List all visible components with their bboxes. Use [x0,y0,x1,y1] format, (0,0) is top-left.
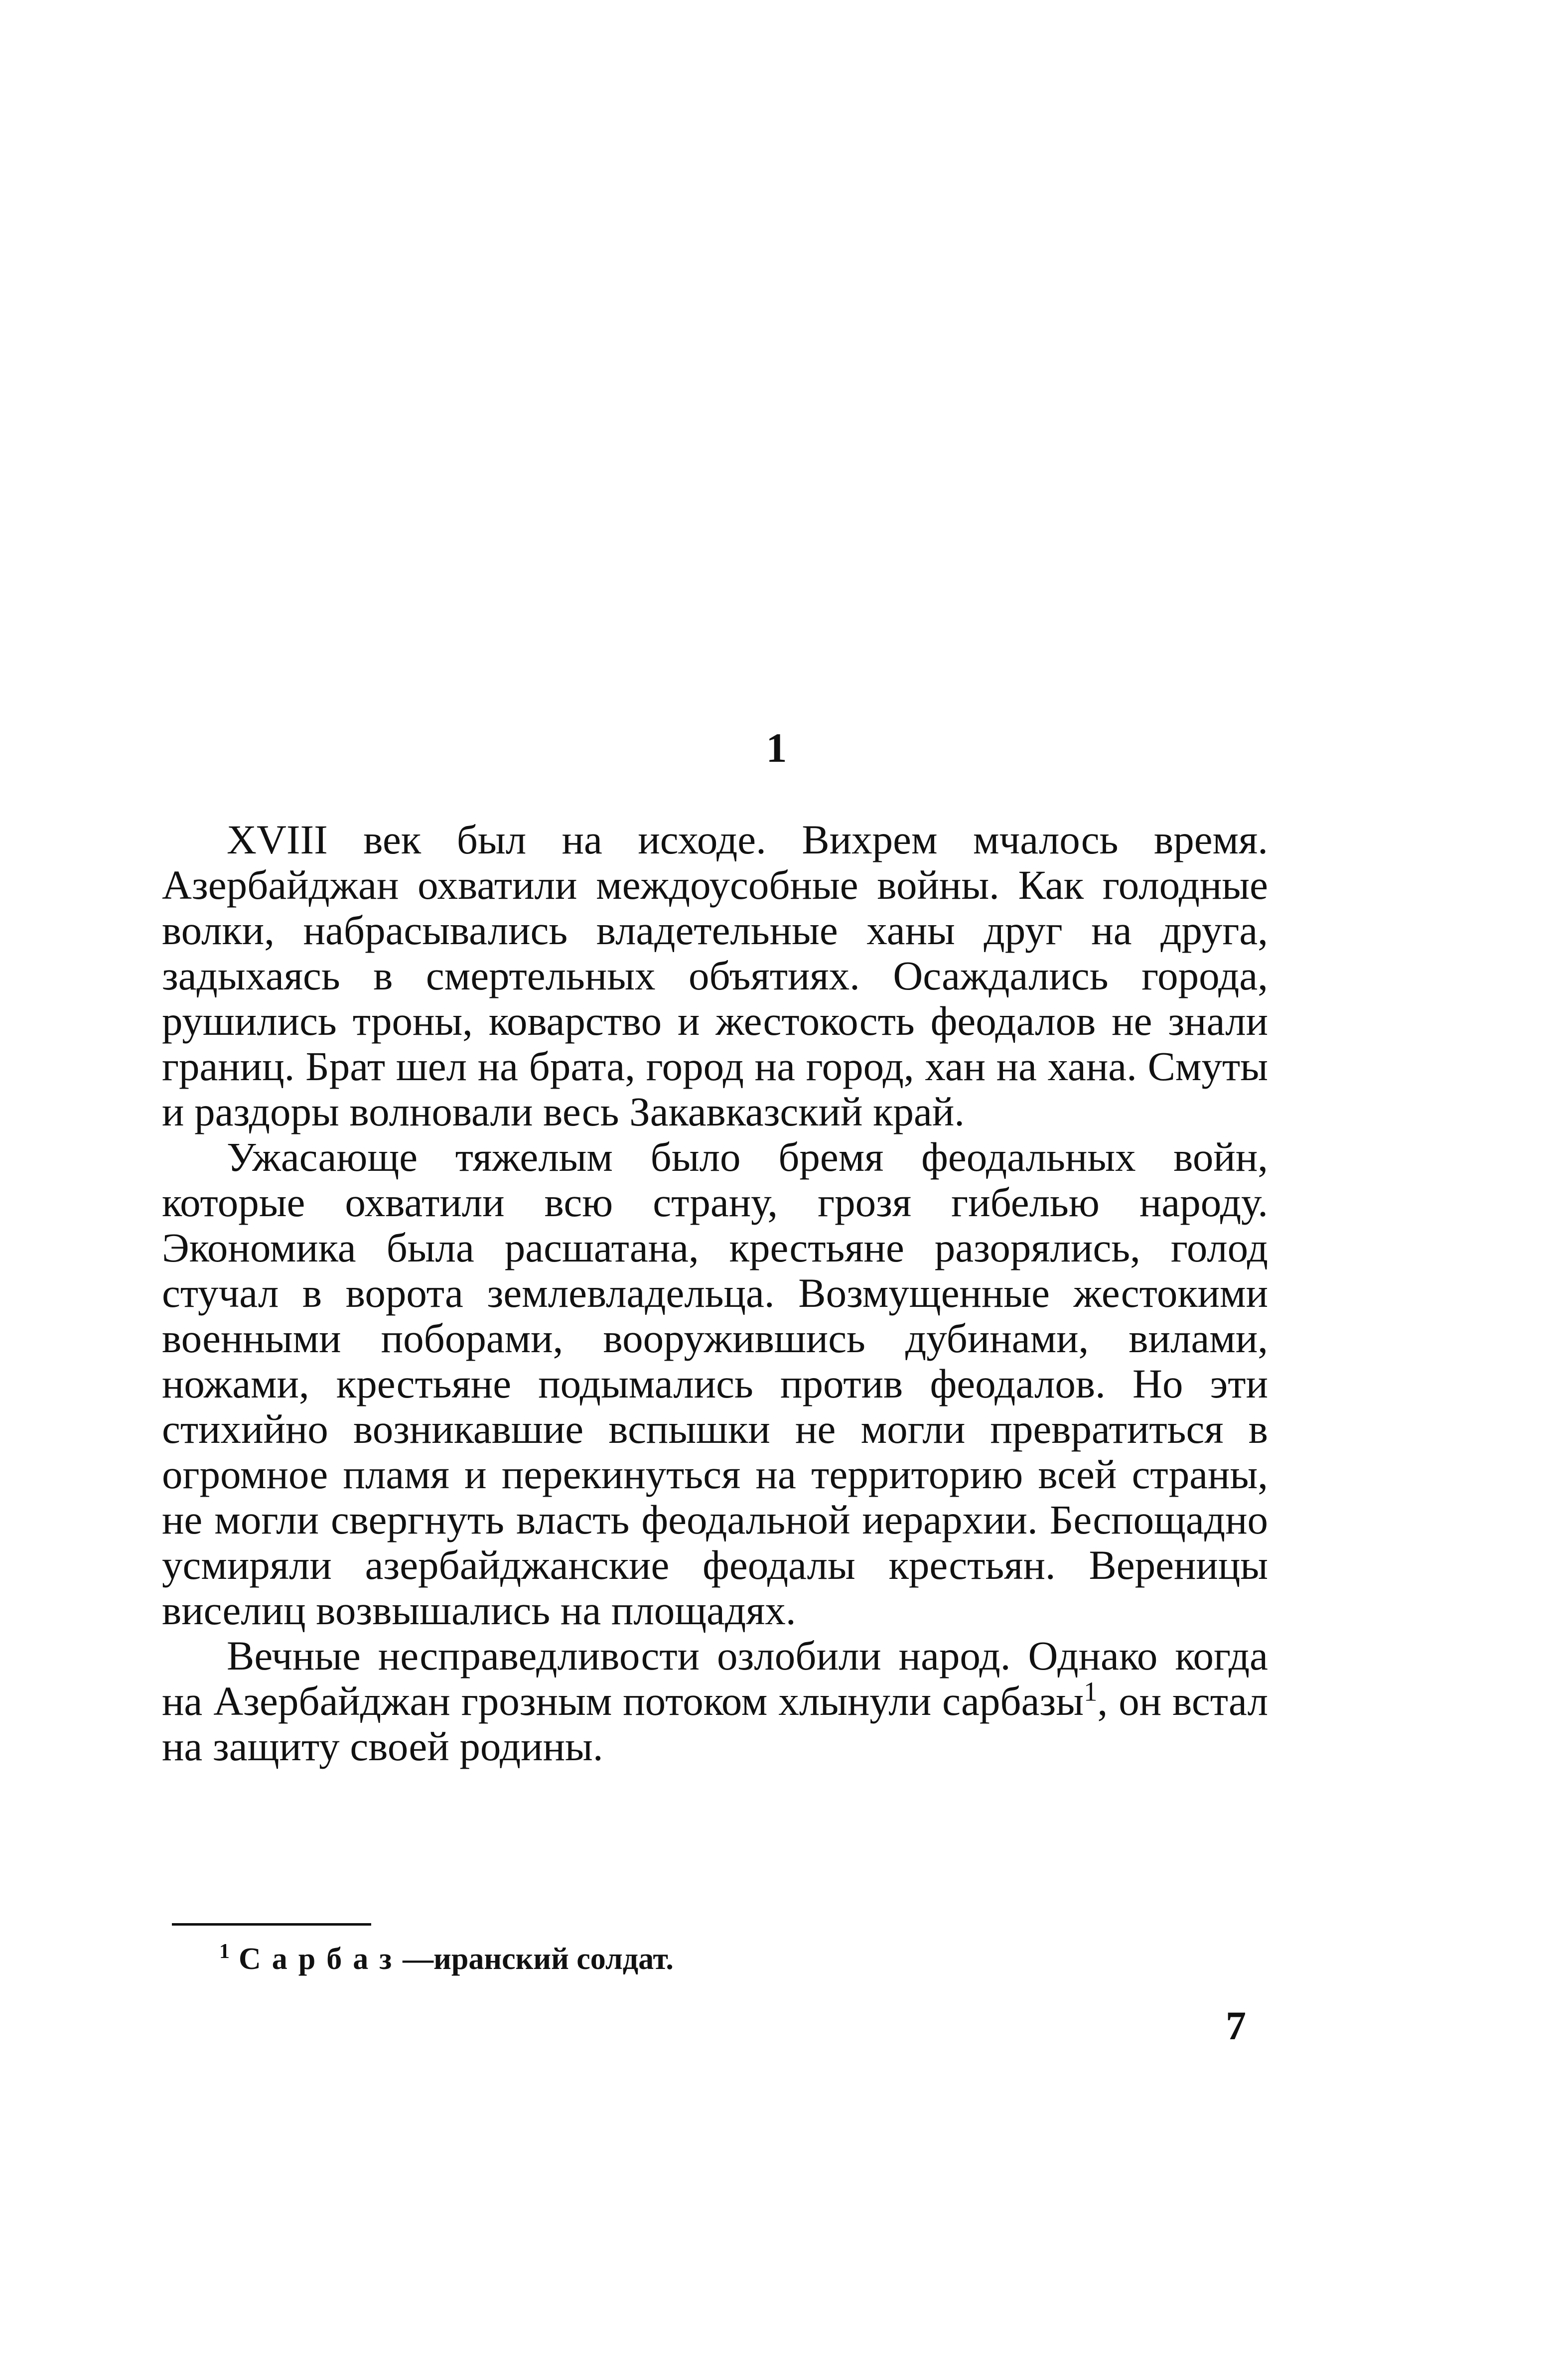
paragraph-3-text: Вечные несправедливости озлобили народ. Однако когда на Азербайджан грозным потоком хлынули сарбазы [162,1633,1268,1724]
paragraph-1: XVIII век был на исходе. Вихрем мчалось время. Азербайджан охватили междоусобные войны. Как голодные волки, набрасывались владетельные ханы друг на друга, задыхаясь в смертельных объятиях. Осаждались города, рушились троны, коварство и жестокость феодалов не знали границ. Брат шел на брата, город на город, хан на хана. Смуты и раздоры волновали весь Закавказский край. [162,817,1268,1134]
footnote-dash: — [403,1942,434,1976]
footnote-term: Сарбаз [239,1942,403,1976]
paragraph-3-tail: , он встал на защиту своей родины. [162,1678,1269,1769]
footnote-definition: иранский солдат. [433,1942,674,1976]
page-number: 7 [1226,2003,1246,2048]
paragraph-2: Ужасающе тяжелым было бремя феодальных войн, которые охватили всю страну, грозя гибелью народу. Экономика была расшатана, крестьяне разорялись, голод стучал в ворота землевладельца. Возмущенные жестокими военными поборами, вооружившись дубинами, вилами, ножами, крестьяне подымались против феодалов. Но эти стихийно возникавшие вспышки не могли превратиться в огромное пламя и перекинуться на территорию всей страны, не могли свергнуть власть феодальной иерархии. Беспощадно усмиряли азербайджанские феодалы крестьян. Вереницы виселиц возвышались на площадях. [162,1134,1268,1633]
body-text [162,817,1268,1769]
paragraph-3 [162,1633,1268,1769]
footnote [219,1941,674,1977]
footnote-mark: 1 [219,1940,230,1963]
chapter-number: 1 [766,725,787,771]
footnote-reference[interactable]: 1 [1083,1676,1098,1707]
footnote-divider [172,1923,371,1926]
